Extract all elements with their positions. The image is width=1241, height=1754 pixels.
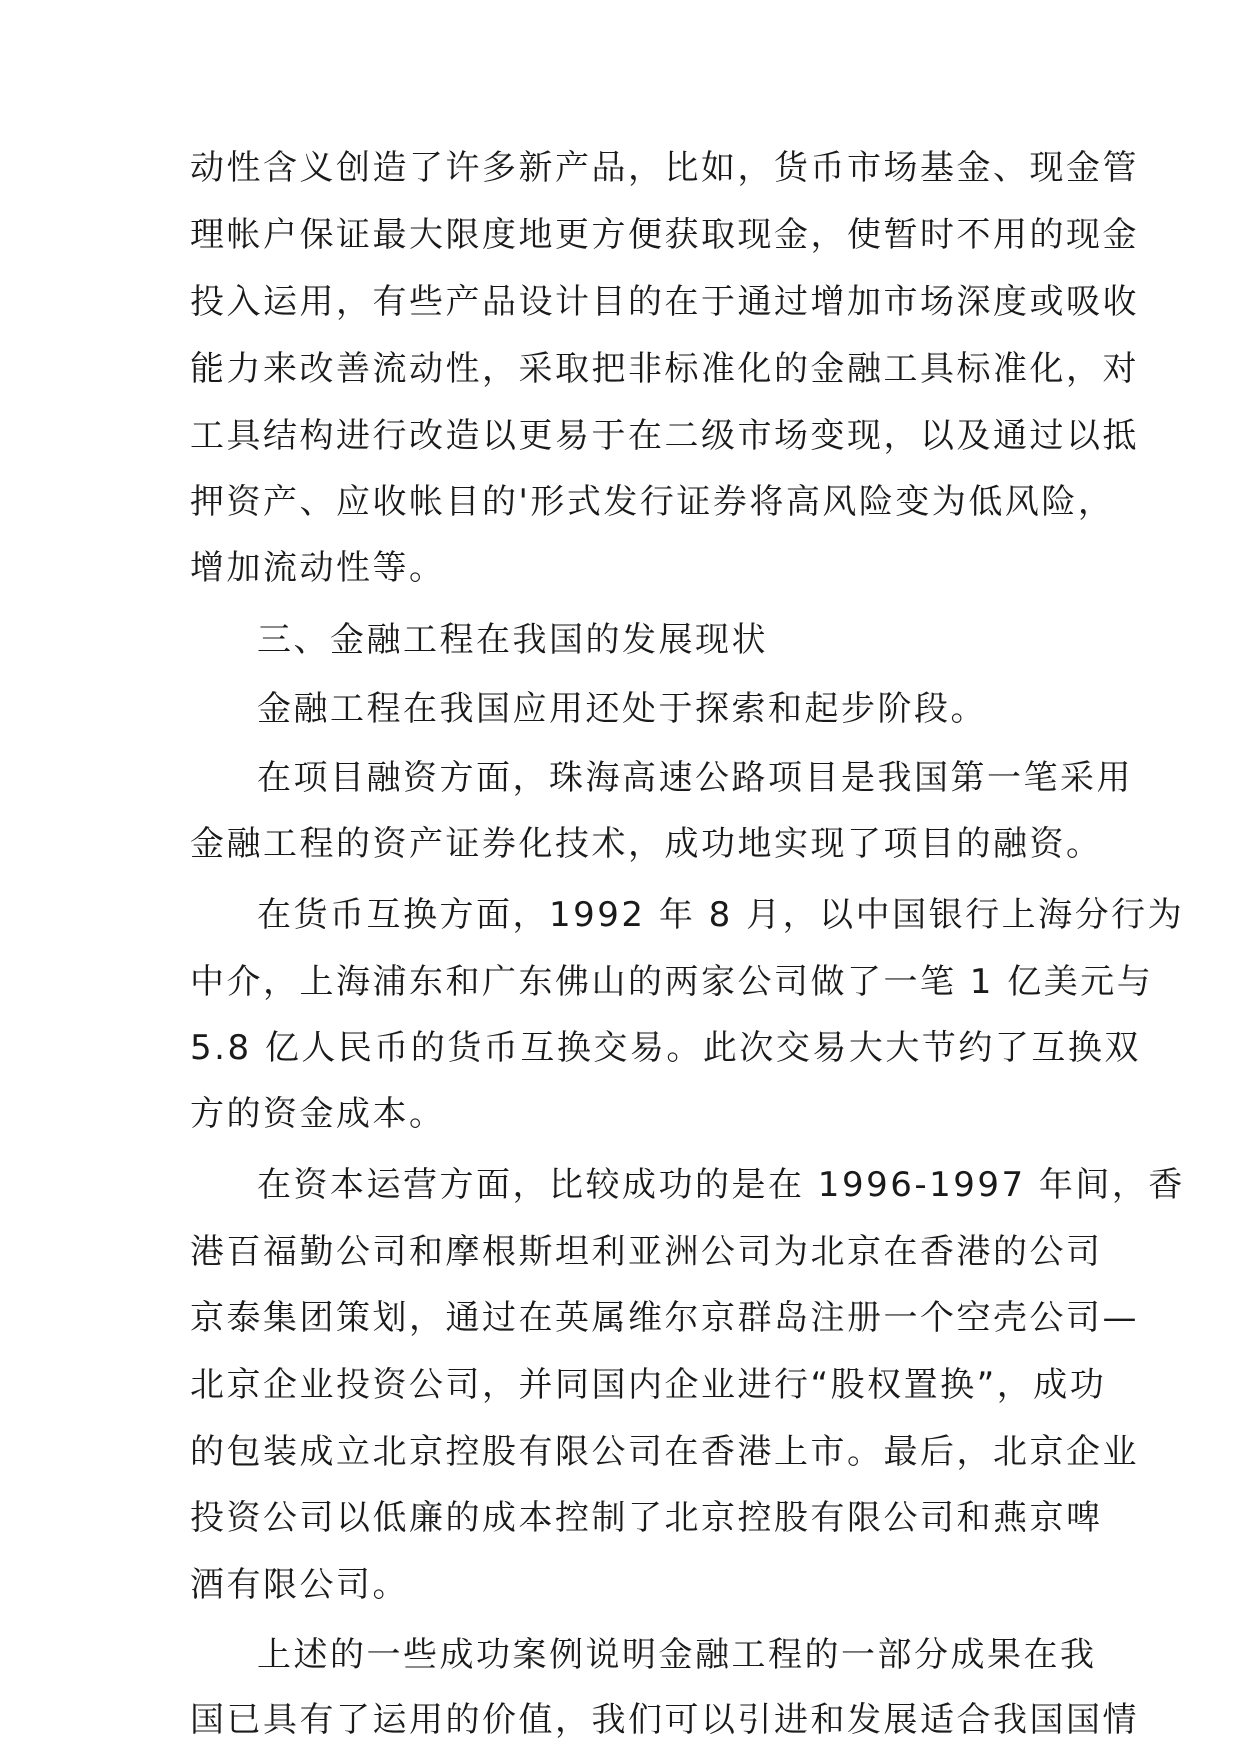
text-line: 理帐户保证最大限度地更方便获取现金，使暂时不用的现金 <box>190 215 1139 255</box>
text-line: 投资公司以低廉的成本控制了北京控股有限公司和燕京啤 <box>190 1498 1103 1538</box>
text-line: 在资本运营方面，比较成功的是在 1996-1997 年间，香 <box>257 1165 1185 1205</box>
text-line: 押资产、应收帐目的'形式发行证券将高风险变为低风险， <box>190 482 1115 522</box>
text-line: 国已具有了运用的价值，我们可以引进和发展适合我国国情 <box>190 1700 1139 1740</box>
text-line: 金融工程的资产证券化技术，成功地实现了项目的融资。 <box>190 824 1103 864</box>
text-line: 中介，上海浦东和广东佛山的两家公司做了一笔 1 亿美元与 <box>190 962 1154 1002</box>
text-line: 投入运用，有些产品设计目的在于通过增加市场深度或吸收 <box>190 282 1139 322</box>
section-heading: 三、金融工程在我国的发展现状 <box>257 620 768 660</box>
text-line: 酒有限公司。 <box>190 1565 409 1605</box>
text-line: 5.8 亿人民币的货币互换交易。此次交易大大节约了互换双 <box>190 1028 1141 1068</box>
text-line: 京泰集团策划，通过在英属维尔京群岛注册一个空壳公司— <box>190 1298 1139 1338</box>
text-line: 工具结构进行改造以更易于在二级市场变现，以及通过以抵 <box>190 416 1139 456</box>
text-line: 方的资金成本。 <box>190 1094 446 1134</box>
text-line: 北京企业投资公司，并同国内企业进行“股权置换”，成功 <box>190 1365 1107 1405</box>
text-line: 动性含义创造了许多新产品，比如，货币市场基金、现金管 <box>190 148 1139 188</box>
text-line: 增加流动性等。 <box>190 548 446 588</box>
text-line: 港百福勤公司和摩根斯坦利亚洲公司为北京在香港的公司 <box>190 1232 1103 1272</box>
text-line: 金融工程在我国应用还处于探索和起步阶段。 <box>257 689 987 729</box>
text-line: 在项目融资方面，珠海高速公路项目是我国第一笔采用 <box>257 758 1133 798</box>
text-line: 在货币互换方面，1992 年 8 月，以中国银行上海分行为 <box>257 895 1185 935</box>
text-line: 能力来改善流动性，采取把非标准化的金融工具标准化，对 <box>190 349 1139 389</box>
text-line: 上述的一些成功案例说明金融工程的一部分成果在我 <box>257 1635 1097 1675</box>
text-line: 的包装成立北京控股有限公司在香港上市。最后，北京企业 <box>190 1432 1139 1472</box>
